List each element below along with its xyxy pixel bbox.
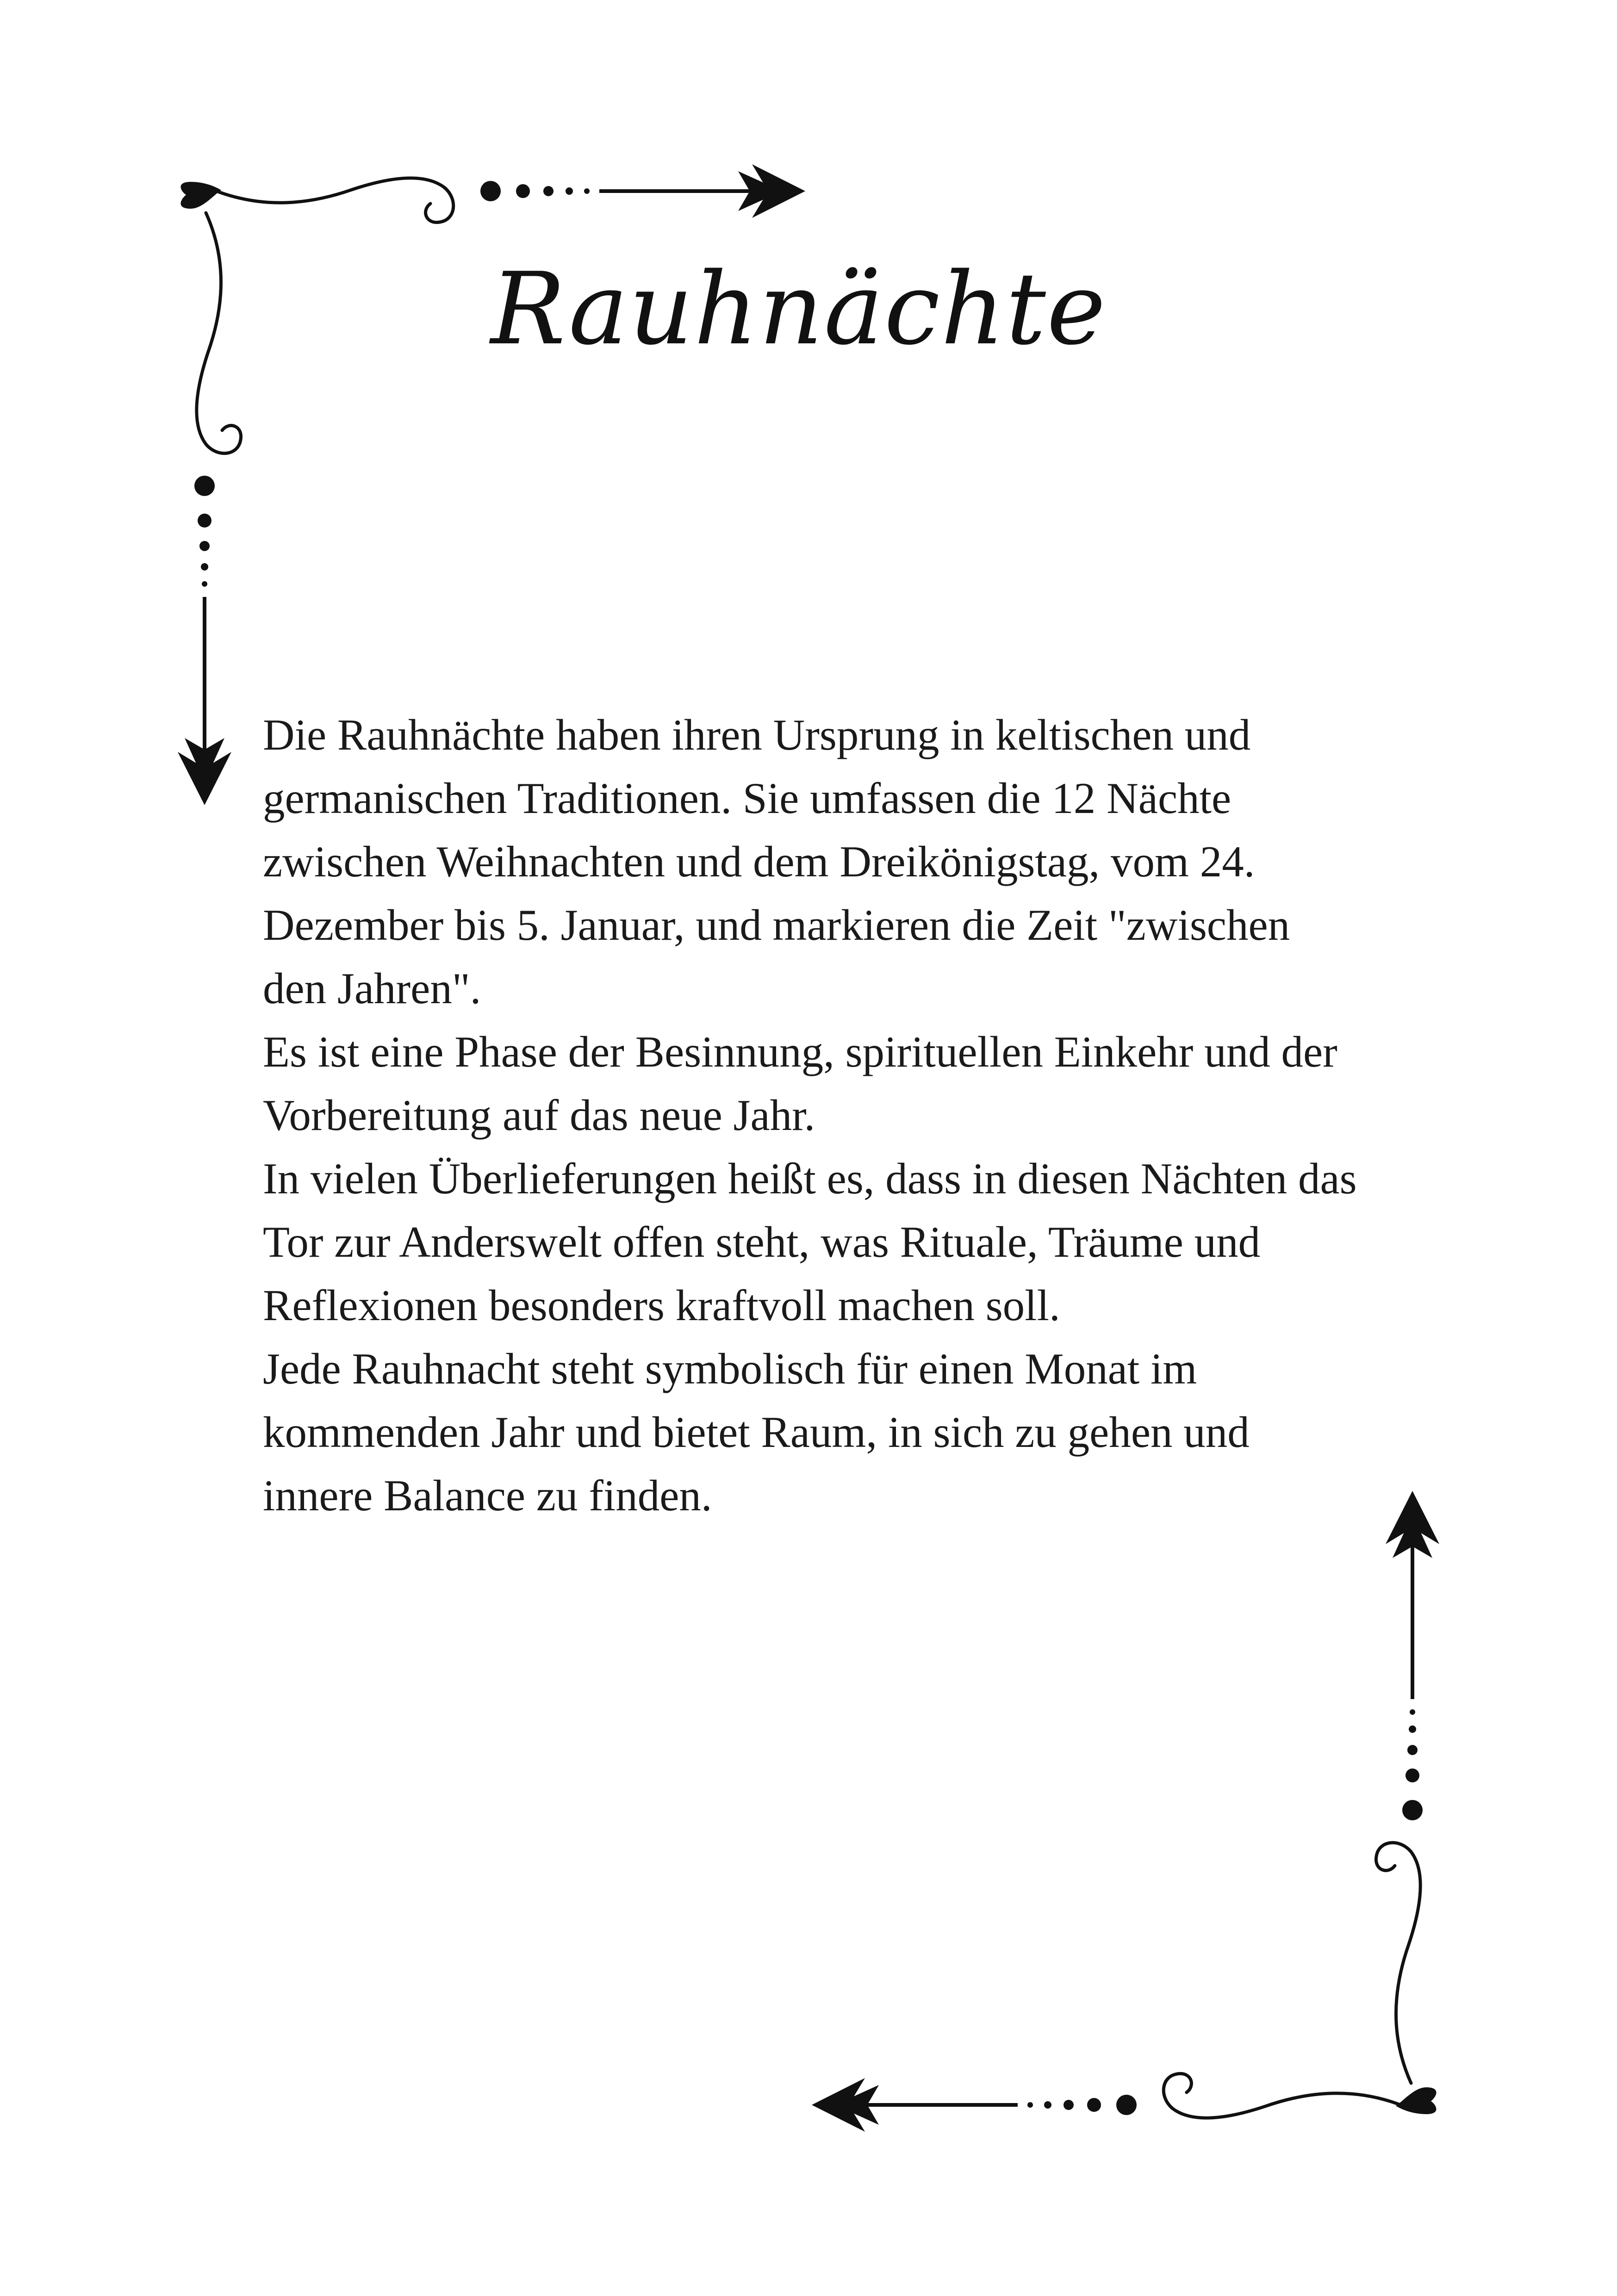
dot-small [199,541,210,551]
dot-large [1116,2095,1137,2115]
heart-icon [1396,2087,1437,2114]
body-line: Reflexionen besonders kraftvoll machen soll. [263,1281,1060,1330]
dot-smallest [1410,1709,1415,1715]
dot-large [194,476,215,496]
body-line: In vielen Überlieferungen heißt es, dass in diesen Nächten das [263,1154,1357,1203]
body-text [263,703,1383,1527]
dot-smaller [566,187,573,195]
body-line: innere Balance zu finden. [263,1471,712,1520]
body-line: Dezember bis 5. Januar, und markieren die Zeit "zwischen [263,900,1290,949]
dot-smaller [1044,2101,1051,2109]
dot-medium [198,514,211,527]
body-line: den Jahren". [263,964,481,1013]
vertical-swirl-vine [1376,1843,1420,2083]
dot-smallest [584,188,590,194]
dot-smaller [201,563,208,571]
dot-medium [1406,1769,1419,1782]
horizontal-swirl-vine [213,178,454,223]
heart-icon [181,182,222,209]
dot-smaller [1409,1725,1416,1733]
dot-large [1402,1800,1423,1820]
body-line: zwischen Weihnachten und dem Dreikönigstag, vom 24. [263,837,1255,886]
dot-smallest [202,581,207,587]
dot-small [543,186,554,196]
bottom-right-corner-ornament [784,1463,1617,2296]
body-line: Tor zur Anderswelt offen steht, was Rituale, Träume und [263,1217,1261,1266]
body-line: germanischen Traditionen. Sie umfassen die 12 Nächte [263,774,1231,823]
dot-small [1063,2100,1074,2110]
body-line: Jede Rauhnacht steht symbolisch für einen Monat im [263,1344,1197,1393]
dot-large [480,181,501,201]
body-line: kommenden Jahr und bietet Raum, in sich zu gehen und [263,1408,1250,1457]
dot-medium [516,184,530,198]
body-line: Es ist eine Phase der Besinnung, spirituellen Einkehr und der [263,1027,1337,1076]
dot-medium [1087,2098,1101,2112]
body-line: Vorbereitung auf das neue Jahr. [263,1091,815,1140]
dot-smallest [1027,2102,1033,2108]
page-title: Rauhnächte [491,251,1107,367]
vertical-swirl-vine [197,213,241,453]
dot-small [1407,1745,1418,1755]
body-line: Die Rauhnächte haben ihren Ursprung in keltischen und [263,710,1251,759]
horizontal-swirl-vine [1163,2073,1404,2118]
